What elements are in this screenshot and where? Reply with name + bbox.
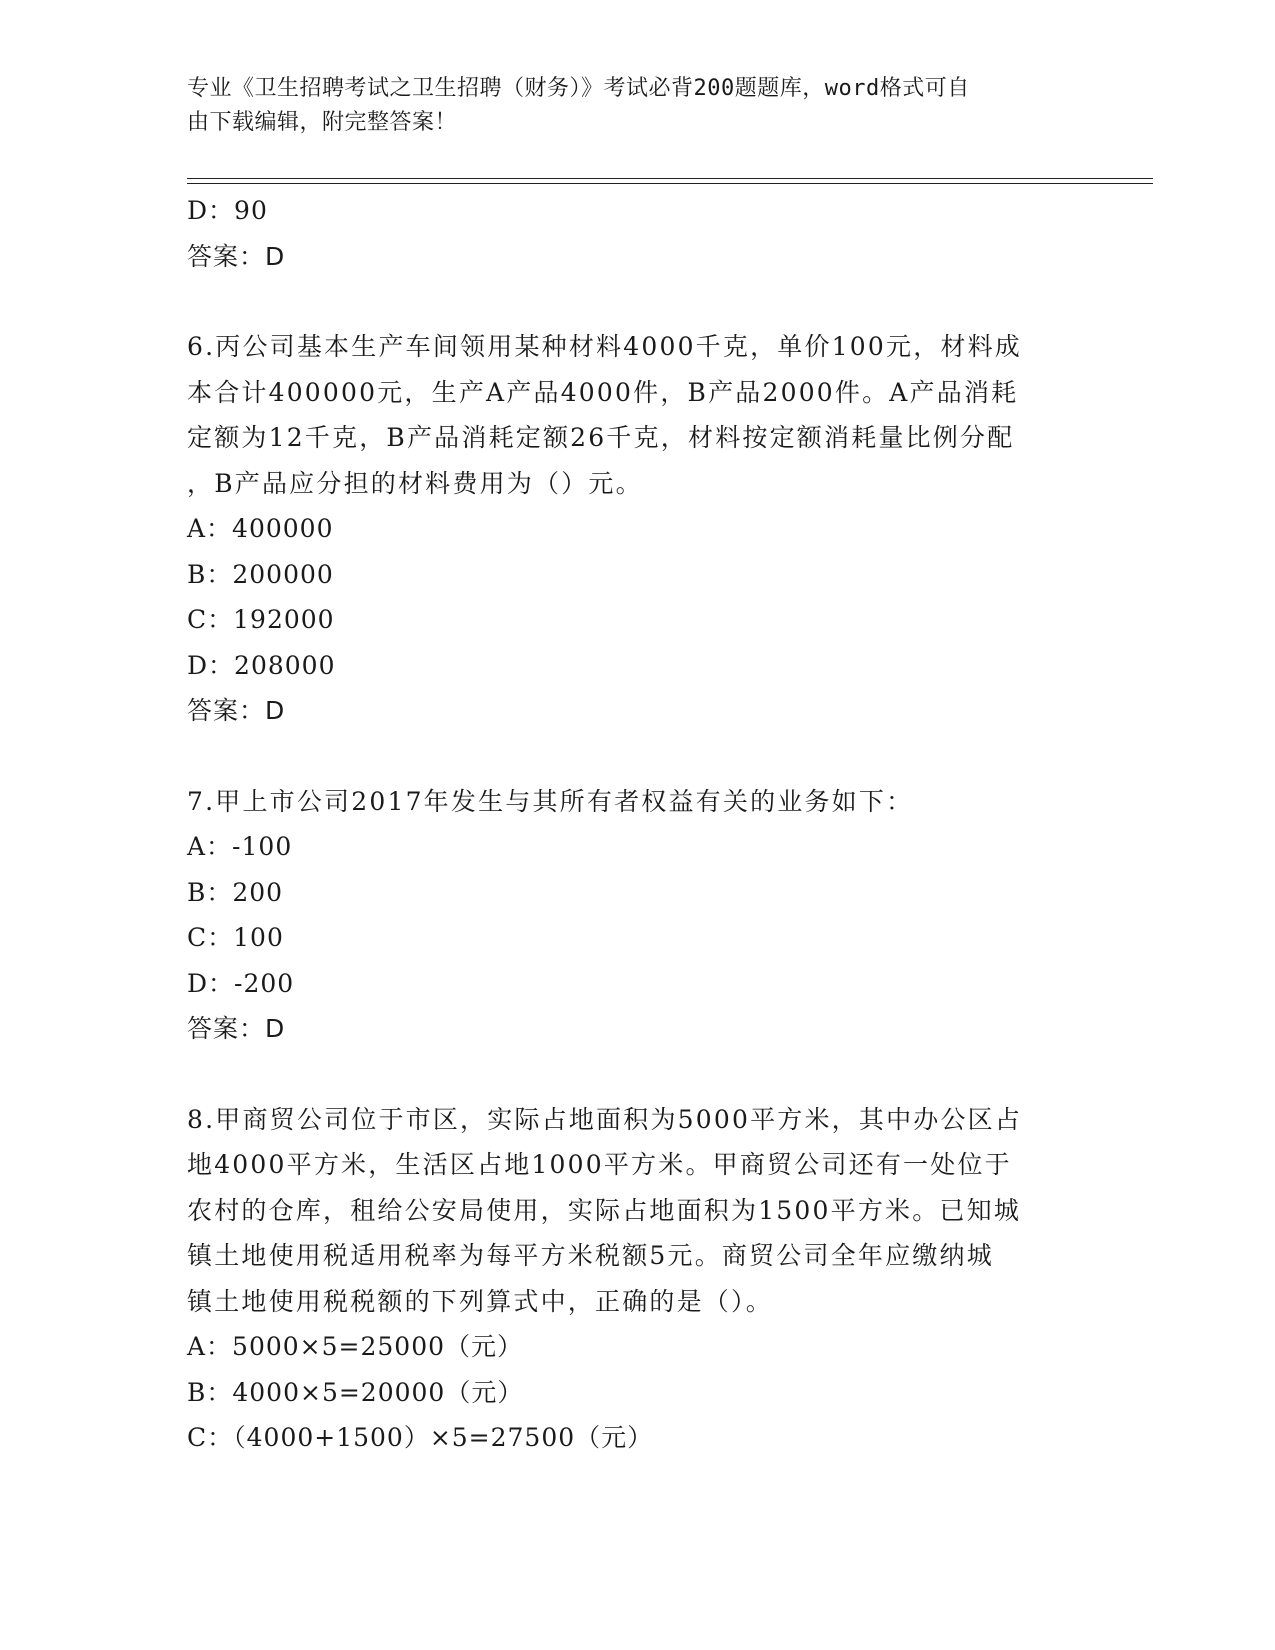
answer-line: 答案：D xyxy=(187,696,286,725)
option-d: D：90 xyxy=(187,196,268,225)
option-c: C：100 xyxy=(187,923,284,952)
header-divider-bottom xyxy=(187,183,1153,184)
header-line-2: 由下载编辑，附完整答案！ xyxy=(187,110,458,135)
header-divider-top xyxy=(187,178,1153,179)
question-text-line: 6.丙公司基本生产车间领用某种材料4000千克，单价100元，材料成 xyxy=(187,332,1022,361)
option-a: A：400000 xyxy=(187,514,334,543)
question-text-line: 8.甲商贸公司位于市区，实际占地面积为5000平方米，其中办公区占 xyxy=(187,1104,1023,1134)
option-b: B：200000 xyxy=(187,559,334,589)
option-d: D：-200 xyxy=(187,968,295,998)
question-text-line: 地4000平方米，生活区占地1000平方米。甲商贸公司还有一处位于 xyxy=(187,1150,1012,1179)
question-8 xyxy=(187,1097,1087,1461)
question-text xyxy=(187,324,1077,506)
answer-line: 答案：D xyxy=(187,1014,286,1043)
question-text-line: 7.甲上市公司2017年发生与其所有者权益有关的业务如下： xyxy=(187,786,914,816)
document-header xyxy=(187,72,1067,140)
question-text-line: 定额为12千克，B产品消耗定额26千克，材料按定额消耗量比例分配 xyxy=(187,423,1015,452)
question-text-line: 本合计400000元，生产A产品4000件，B产品2000件。A产品消耗 xyxy=(187,377,1019,407)
header-line-1: 专业《卫生招聘考试之卫生招聘（财务）》考试必背200题题库，word格式可自 xyxy=(187,76,970,101)
question-7 xyxy=(187,779,1087,1052)
question-text xyxy=(187,1097,1077,1325)
question-text-line: 镇土地使用税适用税率为每平方米税额5元。商贸公司全年应缴纳城 xyxy=(187,1241,994,1270)
question-text-line: ，B产品应分担的材料费用为（）元。 xyxy=(187,468,643,498)
answer-line: 答案：D xyxy=(187,241,286,271)
option-c: C：192000 xyxy=(187,605,335,634)
option-a: A：-100 xyxy=(187,832,293,861)
question-6 xyxy=(187,324,1087,734)
question-text xyxy=(187,779,1077,825)
option-a: A：5000×5=25000（元） xyxy=(187,1332,524,1361)
spacer xyxy=(187,279,1087,324)
option-c: C：（4000+1500）×5=27500（元） xyxy=(187,1423,654,1452)
question-text-line: 农村的仓库，租给公安局使用，实际占地面积为1500平方米。已知城 xyxy=(187,1195,1022,1225)
option-b: B：4000×5=20000（元） xyxy=(187,1377,524,1407)
question-text-line: 镇土地使用税税额的下列算式中，正确的是（）。 xyxy=(187,1286,773,1316)
option-d: D：208000 xyxy=(187,650,336,680)
spacer xyxy=(187,1052,1087,1097)
document-body xyxy=(187,188,1087,1461)
spacer xyxy=(187,734,1087,779)
option-b: B：200 xyxy=(187,877,284,907)
